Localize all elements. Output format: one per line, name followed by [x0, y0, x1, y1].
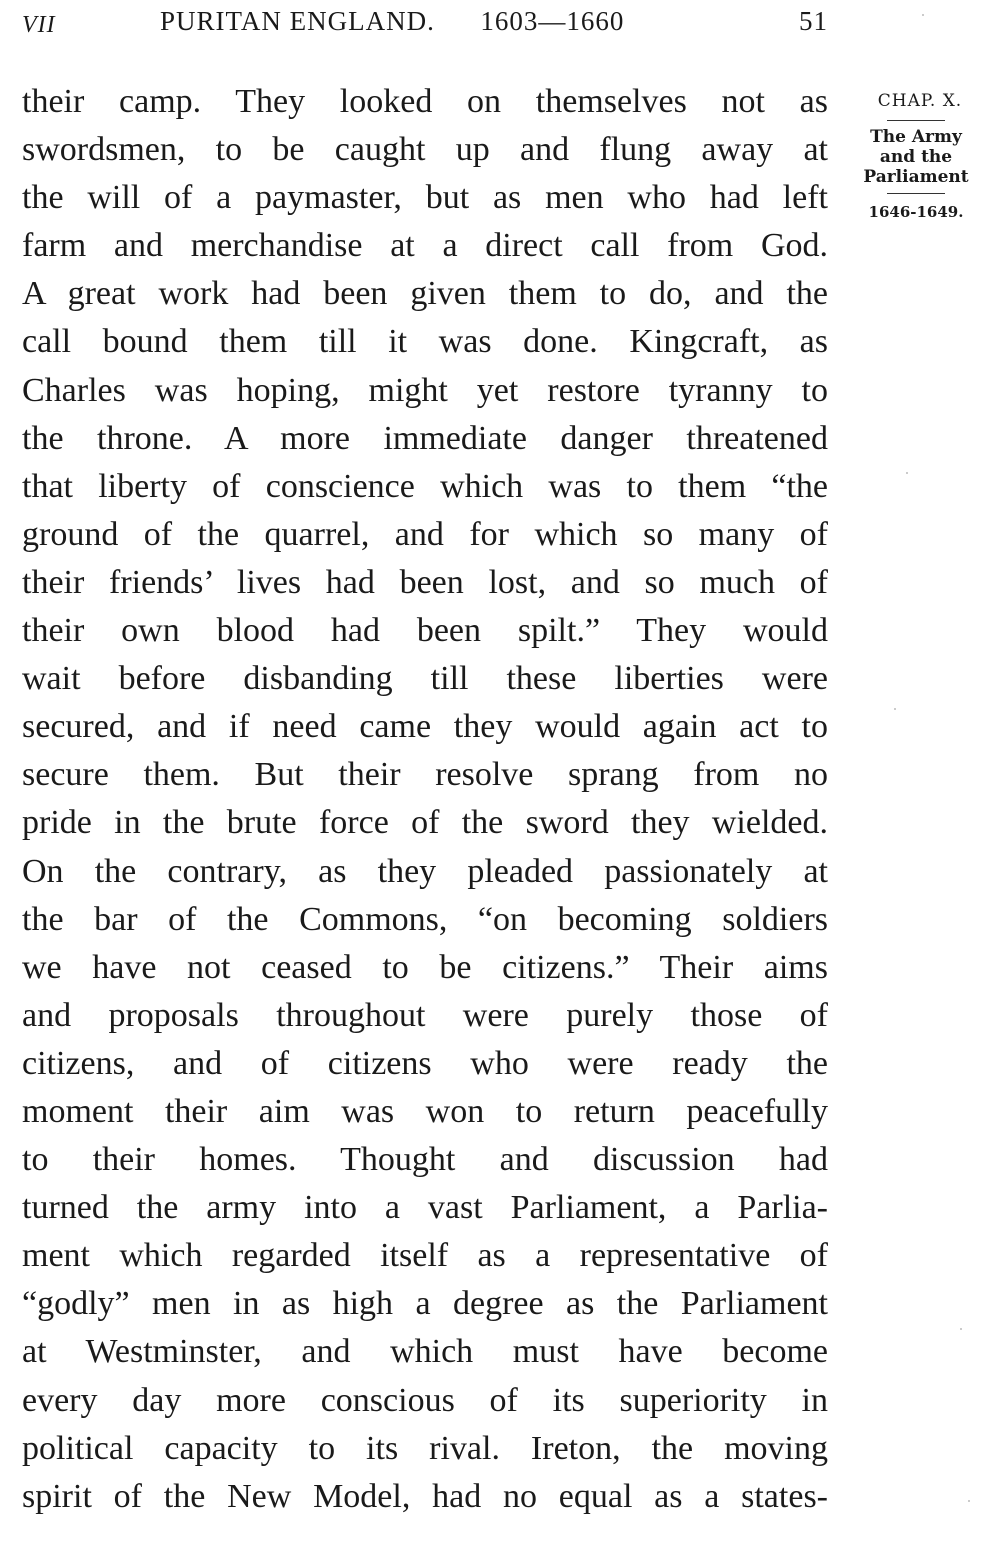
- text-line: every day more conscious of its superiority in: [22, 1381, 828, 1419]
- book-title: PURITAN ENGLAND.: [160, 6, 435, 36]
- text-line: A great work had been given them to do, and the: [22, 275, 828, 313]
- margin-rule: [887, 120, 945, 121]
- chapter-numeral: VII: [22, 12, 56, 38]
- text-line: the throne. A more immediate danger threatened: [22, 419, 828, 457]
- page-number: 51: [799, 6, 828, 36]
- running-title: [160, 6, 624, 37]
- paper-speck: [906, 472, 908, 474]
- text-line: spirit of the New Model, had no equal as a states-: [22, 1477, 828, 1515]
- text-line: ment which regarded itself as a representative of: [22, 1237, 828, 1275]
- paper-speck: [968, 1500, 970, 1502]
- text-line: the bar of the Commons, “on becoming soldiers: [22, 900, 828, 938]
- text-line: farm and merchandise at a direct call from God.: [22, 227, 828, 265]
- text-line: their own blood had been spilt.” They would: [22, 612, 828, 650]
- text-line: secured, and if need came they would again act to: [22, 708, 828, 746]
- body-text: [22, 78, 828, 1521]
- text-line: call bound them till it was done. Kingcraft, as: [22, 323, 828, 361]
- text-line: Charles was hoping, might yet restore tyranny to: [22, 371, 828, 409]
- text-line: secure them. But their resolve sprang from no: [22, 756, 828, 794]
- margin-topic-line: The Army: [870, 127, 962, 147]
- text-line: pride in the brute force of the sword they wielded.: [22, 804, 828, 842]
- text-line: their friends’ lives had been lost, and so much of: [22, 563, 828, 601]
- paper-speck: [960, 1328, 962, 1330]
- margin-chapter: CHAP. X.: [877, 91, 963, 111]
- margin-years: 1646-1649.: [868, 203, 964, 221]
- running-head: [22, 6, 832, 46]
- period-dates: 1603—1660: [480, 6, 625, 36]
- text-line: swordsmen, to be caught up and flung away at: [22, 131, 828, 169]
- text-line: at Westminster, and which must have become: [22, 1333, 828, 1371]
- text-line: to their homes. Thought and discussion had: [22, 1141, 828, 1179]
- margin-topic-line: Parliament: [863, 167, 969, 187]
- paper-speck: [922, 14, 924, 16]
- text-line: turned the army into a vast Parliament, a Parlia-: [22, 1189, 828, 1227]
- text-line: On the contrary, as they pleaded passionately at: [22, 852, 828, 890]
- margin-topic-line: and the: [879, 147, 953, 167]
- text-line: wait before disbanding till these liberties were: [22, 660, 828, 698]
- margin-rule: [887, 193, 945, 194]
- text-line: their camp. They looked on themselves not as: [22, 83, 828, 120]
- text-line: the will of a paymaster, but as men who had left: [22, 179, 828, 217]
- text-line: “godly” men in as high a degree as the Parliament: [22, 1285, 828, 1323]
- text-line: that liberty of conscience which was to them “the: [22, 467, 828, 505]
- text-line: political capacity to its rival. Ireton, the moving: [22, 1429, 828, 1467]
- paper-speck: [894, 708, 896, 710]
- text-line: citizens, and of citizens who were ready the: [22, 1044, 828, 1082]
- text-line: moment their aim was won to return peacefully: [22, 1092, 828, 1130]
- text-line: ground of the quarrel, and for which so many of: [22, 515, 828, 553]
- margin-note: [842, 88, 990, 224]
- text-line: and proposals throughout were purely those of: [22, 996, 828, 1034]
- text-line: we have not ceased to be citizens.” Their aims: [22, 948, 828, 986]
